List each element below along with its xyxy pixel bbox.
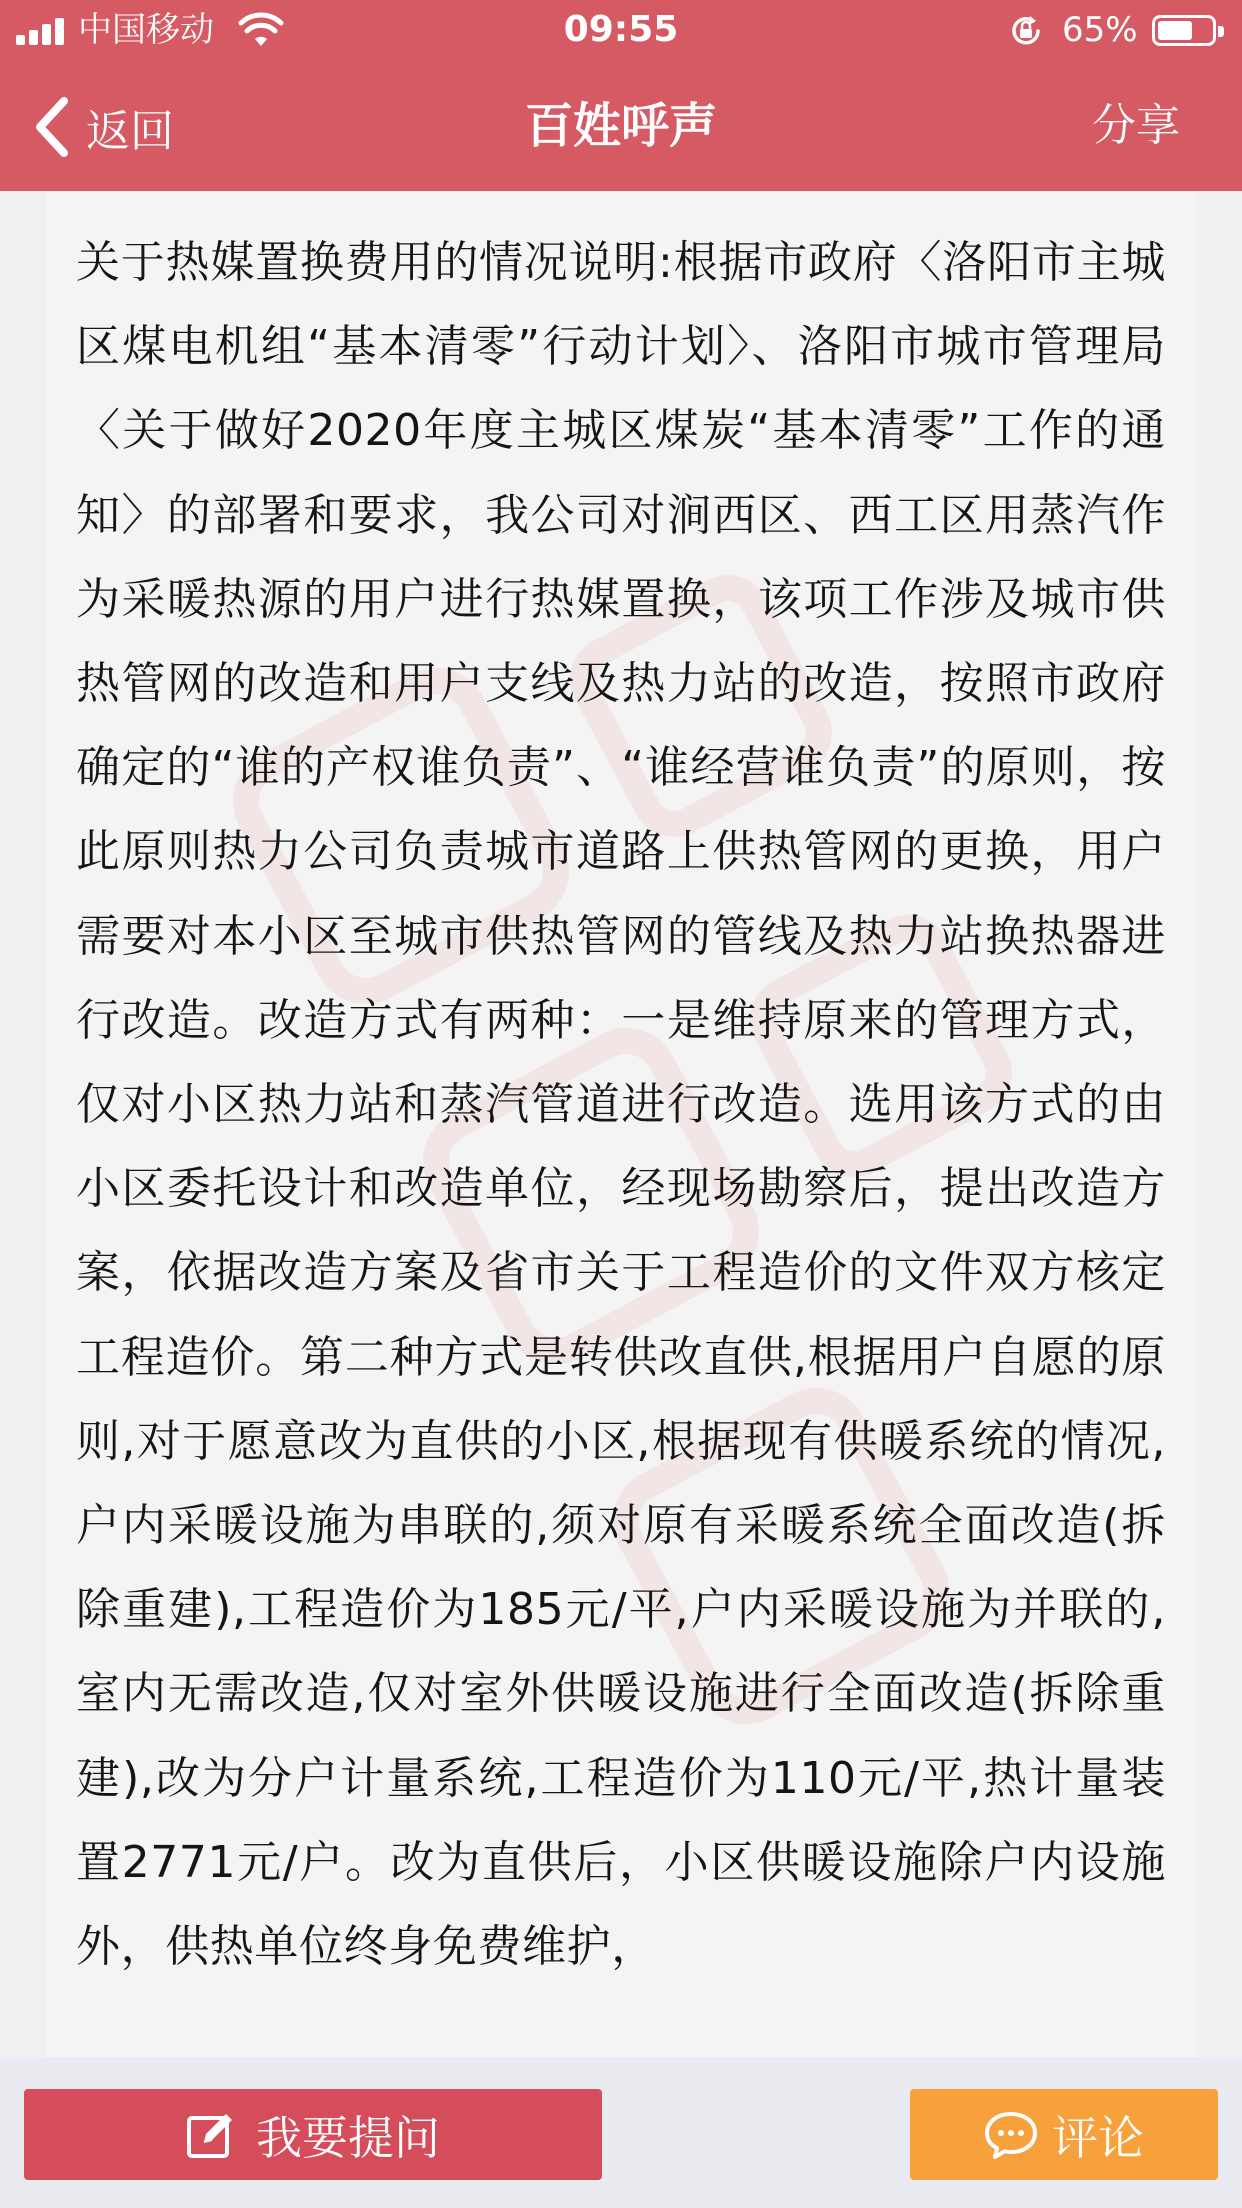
article-body: 关于热媒置换费用的情况说明:根据市政府〈洛阳市主城区煤电机组“基本清零”行动计划〉、洛阳市城市管理局〈关于做好2020年度主城区煤炭“基本清零”工作的通知〉的部署和要求，我公司对涧西区、西工区用蒸汽作为采暖热源的用户进行热媒置换，该项工作涉及城市供热管网的改造和用户支线及热力站的改造，按照市政府确定的“谁的产权谁负责”、“谁经营谁负责”的原则，按此原则热力公司负责城市道路上供热管网的更换，用户需要对本小区至城市供热管网的管线及热力站换热器进行改造。改造方式有两种：一是维持原来的管理方式，仅对小区热力站和蒸汽管道进行改造。选用该方式的由小区委托设计和改造单位，经现场勘察后，提出改造方案，依据改造方案及省市关于工程造价的文件双方核定工程造价。第二种方式是转供改直供,根据用户自愿的原则,对于愿意改为直供的小区,根据现有供暖系统的情况,户内采暖设施为串联的,须对原有采暖系统全面改造(拆除重建),工程造价为185元/平,户内采暖设施为并联的,室内无需改造,仅对室外供暖设施进行全面改造(拆除重建),改为分户计量系统,工程造价为110元/平,热计量装置2771元/户。改为直供后，小区供暖设施除户内设施外，供热单位终身免费维护， xyxy=(76,237,1166,1973)
carrier-name: 中国移动 xyxy=(78,10,214,50)
back-label: 返回 xyxy=(86,106,174,157)
edit-icon xyxy=(186,2110,236,2160)
battery-percentage: 65% xyxy=(1062,10,1138,50)
ask-question-label: 我要提问 xyxy=(256,2110,440,2165)
share-button[interactable]: 分享 xyxy=(1092,100,1180,151)
chat-bubble-icon xyxy=(984,2110,1038,2160)
comment-button[interactable] xyxy=(910,2089,1218,2180)
page-title: 百姓呼声 xyxy=(524,98,717,154)
app-header xyxy=(0,0,1242,191)
battery-level xyxy=(1158,21,1192,40)
status-bar xyxy=(0,0,1242,62)
comment-label: 评论 xyxy=(1052,2110,1144,2165)
rotation-lock-icon xyxy=(1008,13,1044,49)
article-content[interactable] xyxy=(46,191,1196,2057)
battery-icon xyxy=(1152,15,1216,46)
bottom-action-bar xyxy=(0,2057,1242,2208)
ask-question-button[interactable] xyxy=(24,2089,602,2180)
status-time: 09:55 xyxy=(563,9,679,50)
navigation-bar xyxy=(0,62,1242,191)
